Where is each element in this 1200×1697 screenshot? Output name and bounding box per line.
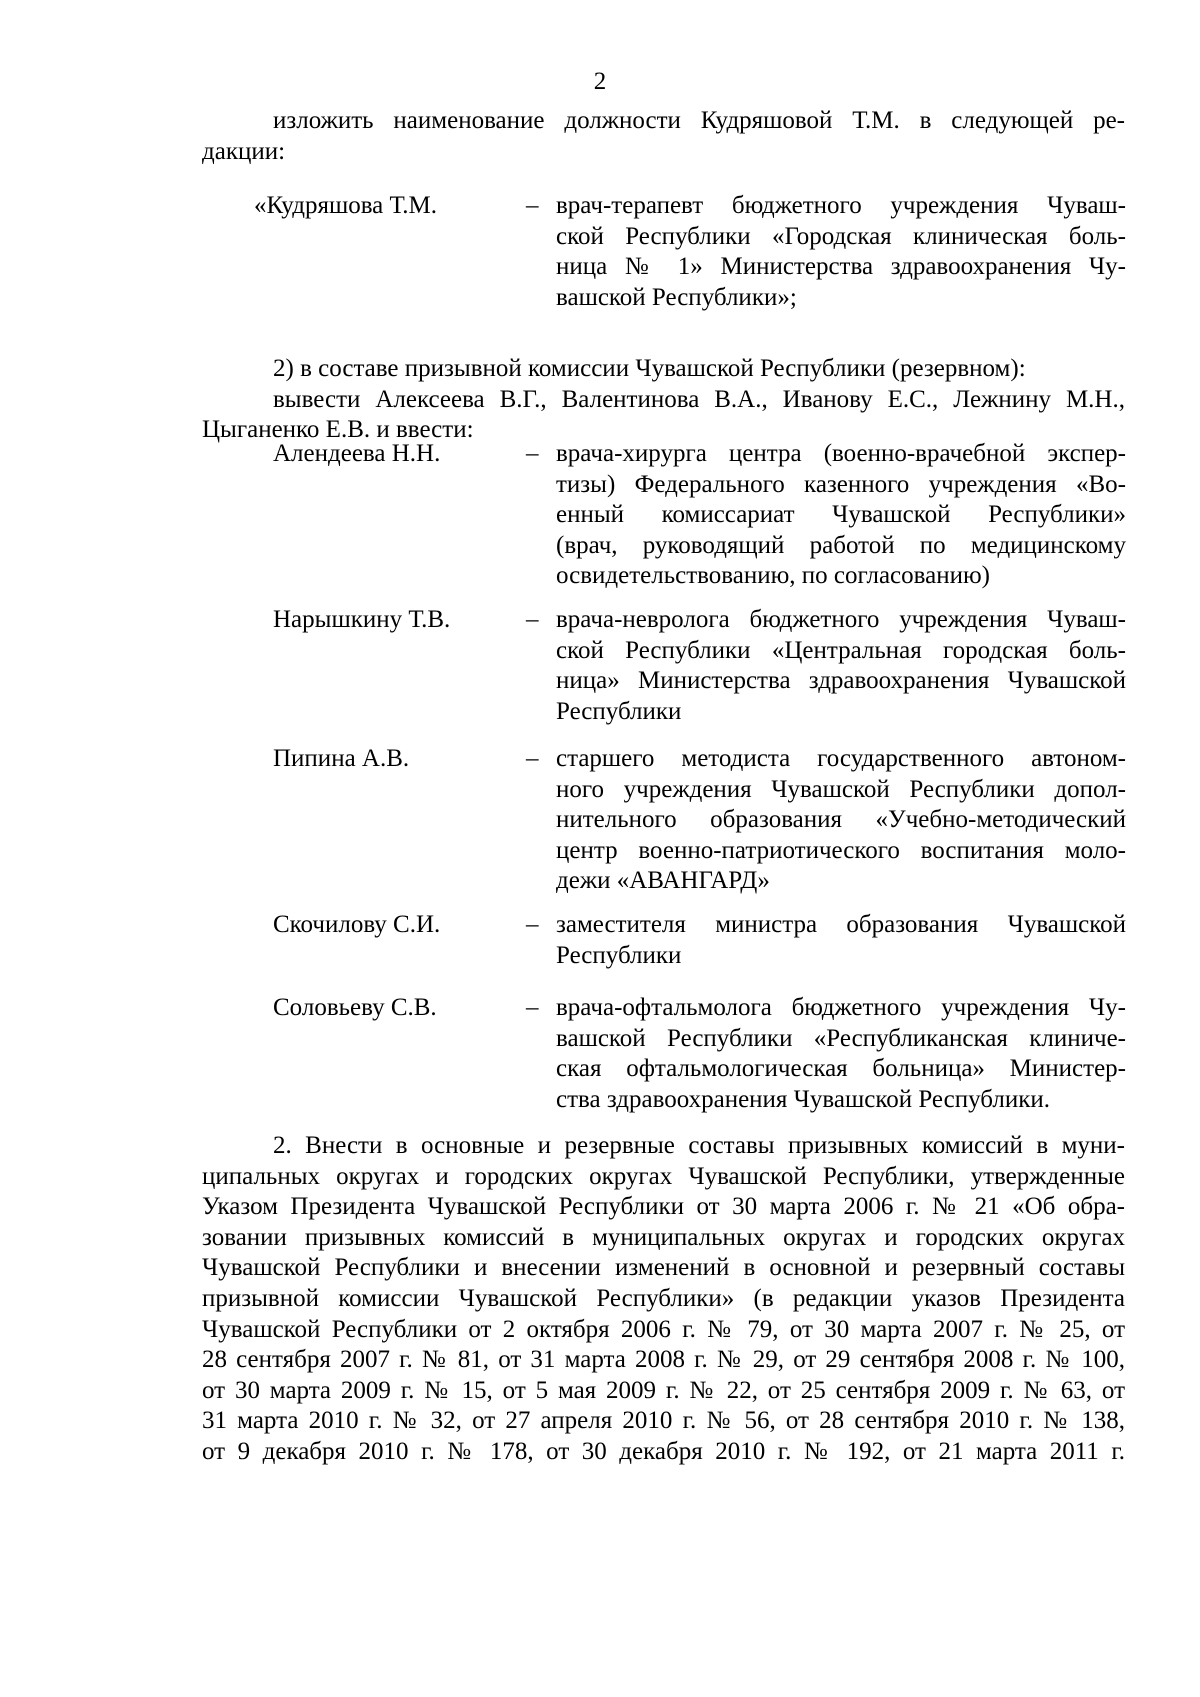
- entry-desc-line: вашской Республики «Республиканская клиниче-: [556, 1024, 1126, 1052]
- entry-name: «Кудряшова Т.М.: [254, 192, 438, 219]
- entry-desc-line: ного учреждения Чувашской Республики допол-: [556, 775, 1126, 803]
- entry-desc-line: дежи «АВАНГАРД»: [556, 867, 770, 895]
- entry-dash: –: [526, 911, 539, 938]
- entry-desc-line: заместителя министра образования Чувашской: [556, 911, 1126, 938]
- section2-line: зовании призывных комиссий в муниципальных округах и городских округах: [202, 1223, 1125, 1251]
- entry-desc-line: тизы) Федерального казенного учреждения «Во-: [556, 470, 1126, 498]
- section2-line: 31 марта 2010 г. № 32, от 27 апреля 2010 г. № 56, от 28 сентября 2010 г. № 138,: [202, 1407, 1125, 1435]
- item2-paragraph: [202, 354, 1125, 446]
- section2-line: 2. Внести в основные и резервные составы призывных комиссий в муни-: [273, 1132, 1125, 1159]
- entry-description: [556, 439, 1126, 592]
- entry-desc-line: вашской Республики»;: [556, 283, 797, 311]
- entry-name: Нарышкину Т.В.: [273, 606, 451, 633]
- section2-paragraph: [202, 1131, 1125, 1468]
- entry-description: [556, 910, 1126, 971]
- item2-line: вывести Алексеева В.Г., Валентинова В.А., Иванову Е.С., Лежнину М.Н.,: [273, 385, 1125, 413]
- entry-desc-line: ница» Министерства здравоохранения Чувашской: [556, 667, 1126, 695]
- intro-line: изложить наименование должности Кудряшовой Т.М. в следующей ре-: [273, 107, 1125, 134]
- entry-desc-line: ской Республики «Городская клиническая боль-: [556, 222, 1126, 250]
- entry-name: Алендеева Н.Н.: [273, 440, 441, 467]
- entry-description: [556, 605, 1126, 727]
- entry-name: Скочилову С.И.: [273, 911, 441, 938]
- entry-desc-line: врача-офтальмолога бюджетного учреждения Чу-: [556, 994, 1126, 1021]
- item2-line: 2) в составе призывной комиссии Чувашской Республики (резервном):: [273, 355, 1026, 382]
- entry-desc-line: Республики: [556, 941, 682, 969]
- section2-line: от 30 марта 2009 г. № 15, от 5 мая 2009 г. № 22, от 25 сентября 2009 г. № 63, от: [202, 1376, 1125, 1404]
- section2-line: Чувашской Республики и внесении изменений в основной и резервный составы: [202, 1254, 1125, 1282]
- entry-desc-line: центр военно-патриотического воспитания моло-: [556, 836, 1126, 864]
- entry-description: [556, 191, 1126, 313]
- entry-desc-line: врача-невролога бюджетного учреждения Чуваш-: [556, 606, 1126, 633]
- entry-description: [556, 744, 1126, 897]
- entry-desc-line: врач-терапевт бюджетного учреждения Чуваш-: [556, 192, 1126, 219]
- entry-dash: –: [526, 192, 539, 219]
- section2-line: от 9 декабря 2010 г. № 178, от 30 декабря 2010 г. № 192, от 21 марта 2011 г.: [202, 1437, 1125, 1465]
- entry-dash: –: [526, 994, 539, 1021]
- section2-line: Указом Президента Чувашской Республики от 30 марта 2006 г. № 21 «Об обра-: [202, 1193, 1125, 1221]
- entry-desc-line: старшего методиста государственного автоном-: [556, 745, 1126, 772]
- intro-paragraph: [202, 106, 1125, 167]
- item2-line: Цыганенко Е.В. и ввести:: [202, 416, 474, 444]
- entry-dash: –: [526, 606, 539, 633]
- entry-desc-line: нительного образования «Учебно-методический: [556, 806, 1126, 834]
- section2-line: ципальных округах и городских округах Чувашской Республики, утвержденные: [202, 1162, 1125, 1190]
- entry-desc-line: енный комиссариат Чувашской Республики»: [556, 501, 1126, 529]
- entry-desc-line: Республики: [556, 697, 682, 725]
- entry-desc-line: освидетельствованию, по согласованию): [556, 562, 990, 590]
- section2-line: Чувашской Республики от 2 октября 2006 г. № 79, от 30 марта 2007 г. № 25, от: [202, 1315, 1125, 1343]
- entry-desc-line: ства здравоохранения Чувашской Республики.: [556, 1085, 1051, 1113]
- entry-desc-line: (врач, руководящий работой по медицинскому: [556, 531, 1126, 559]
- intro-line: дакции:: [202, 137, 286, 165]
- entry-desc-line: ская офтальмологическая больница» Министер-: [556, 1055, 1126, 1083]
- entry-name: Пипина А.В.: [273, 745, 410, 772]
- entry-name: Соловьеву С.В.: [273, 994, 437, 1021]
- entry-description: [556, 993, 1126, 1115]
- entry-desc-line: врача-хирурга центра (военно-врачебной экспер-: [556, 440, 1126, 467]
- section2-line: призывной комиссии Чувашской Республики» (в редакции указов Президента: [202, 1284, 1125, 1312]
- entry-desc-line: ница № 1» Министерства здравоохранения Чу-: [556, 253, 1126, 281]
- entry-dash: –: [526, 440, 539, 467]
- entry-desc-line: ской Республики «Центральная городская боль-: [556, 636, 1126, 664]
- section2-line: 28 сентября 2007 г. № 81, от 31 марта 2008 г. № 29, от 29 сентября 2008 г. № 100,: [202, 1346, 1125, 1374]
- page-number: 2: [593, 68, 607, 95]
- entry-dash: –: [526, 745, 539, 772]
